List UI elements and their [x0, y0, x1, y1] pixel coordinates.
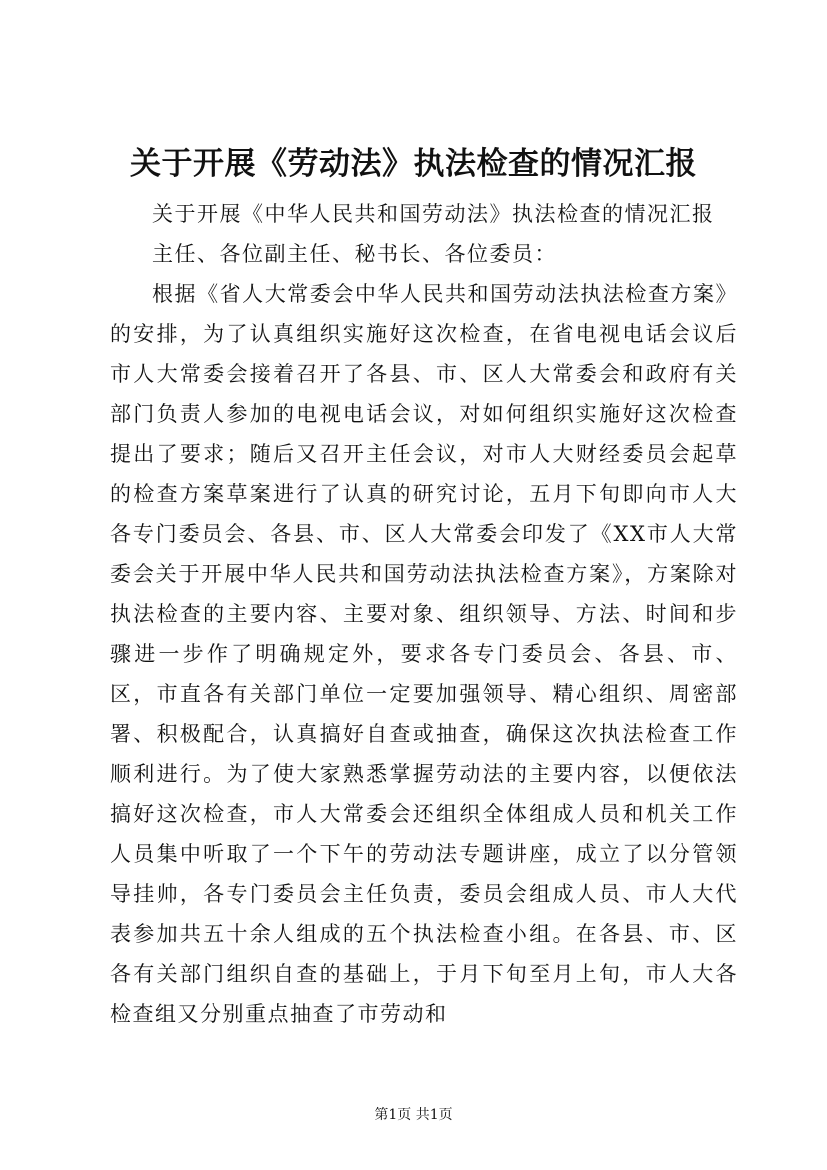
document-body — [110, 194, 738, 1034]
body-paragraph: 根据《省人大常委会中华人民共和国劳动法执法检查方案》的安排，为了认真组织实施好这次检查，在省电视电话会议后市人大常委会接着召开了各县、市、区人大常委会和政府有关部门负责人参加的电视电话会议，对如何组织实施好这次检查提出了要求；随后又召开主任会议，对市人大财经委员会起草的检查方案草案进行了认真的研究讨论，五月下旬即向市人大各专门委员会、各县、市、区人大常委会印发了《XX市人大常委会关于开展中华人民共和国劳动法执法检查方案》，方案除对执法检查的主要内容、主要对象、组织领导、方法、时间和步骤进一步作了明确规定外，要求各专门委员会、各县、市、区，市直各有关部门单位一定要加强领导、精心组织、周密部署、积极配合，认真搞好自查或抽查，确保这次执法检查工作顺利进行。为了使大家熟悉掌握劳动法的主要内容，以便依法搞好这次检查，市人大常委会还组织全体组成人员和机关工作人员集中听取了一个下午的劳动法专题讲座，成立了以分管领导挂帅，各专门委员会主任负责，委员会组成人员、市人大代表参加共五十余人组成的五个执法检查小组。在各县、市、区各有关部门组织自查的基础上，于月下旬至月上旬，市人大各检查组又分别重点抽查了市劳动和 — [110, 282, 738, 1026]
page-number: 第1页 共1页 — [374, 1107, 453, 1123]
salutation-paragraph: 主任、各位副主任、秘书长、各位委员： — [152, 242, 557, 266]
document-title: 关于开展《劳动法》执法检查的情况汇报 — [130, 146, 697, 182]
subtitle-paragraph: 关于开展《中华人民共和国劳动法》执法检查的情况汇报 — [152, 202, 715, 226]
